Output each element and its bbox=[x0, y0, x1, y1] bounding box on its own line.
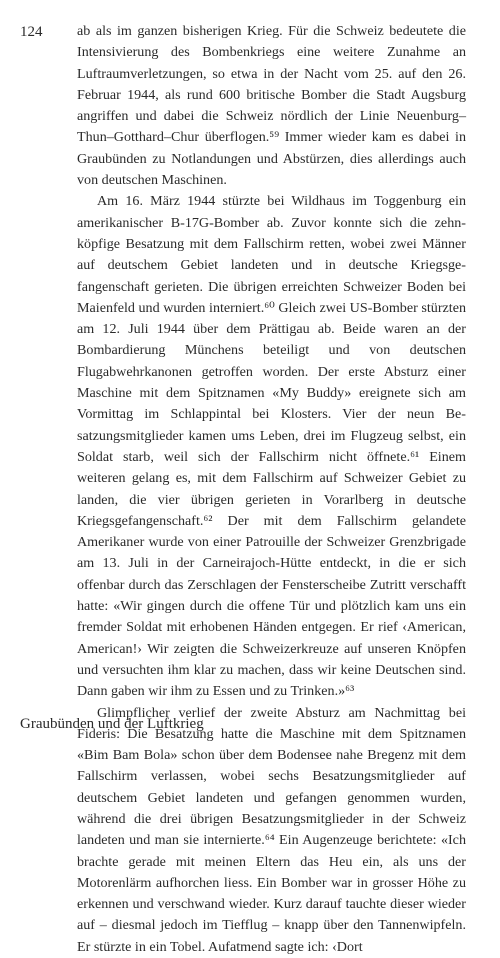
body-text bbox=[77, 21, 466, 958]
paragraph: ab als im ganzen bisherigen Krieg. Für die Schweiz bedeutete die Intensivierung des Bombenkriegs eine weitere Zunahme an Luftraumverletzungen, so etwa in der Nacht vom 25. auf den 26. Februar 1944, als rund 600 britische Bomber die Stadt Augsburg angriffen und dabei die Schweiz nördlich der Linie Neuenburg–Thun–Gotthard–Chur überflogen.⁵⁹ Immer wieder kam es dabei in Graubünden zu Notlandungen und Abstürzen, dies allerdings auch von deutschen Maschinen. bbox=[77, 21, 466, 191]
paragraph: Am 16. März 1944 stürzte bei Wildhaus im Toggenburg ein amerikanischer B-17G-Bomber ab. Zuvor konnte sich die zehnköpfige Besatzung mit dem Fallschirm retten, wobei zwei Männer auf deutschem Gebiet landeten und in deutsche Kriegsgefangenschaft gerieten. Die übrigen erreichten Schweizer Boden bei Maienfeld und wurden interniert.⁶⁰ Gleich zwei US-Bomber stürzten am 12. Juli 1944 über dem Prättigau ab. Beide waren an der Bombardierung Münchens beteiligt und von deutschen Flugabwehrkanonen getroffen worden. Der erste Absturz einer Maschine mit dem Spitznamen «My Buddy» ereignete sich am Vormittag im Schlappintal bei Klosters. Vier der neun Besatzungsmitglieder kamen ums Leben, drei im Flugzeug selbst, ein Soldat starb, weil sich der Fallschirm nicht öffnete.⁶¹ Einem weiteren gelang es, mit dem Fallschirm auf Schweizer Gebiet zu landen, die vier übrigen gerieten in Vorarlberg in deutsche Kriegsgefangenschaft.⁶² Der mit dem Fallschirm gelandete Amerikaner wurde von einer Patrouille der Schweizer Grenzbrigade am 13. Juli in der Carneirajoch-Hütte entdeckt, in die er sich offenbar durch das Zerschlagen der Fensterscheibe Zutritt verschafft hatte: «Wir gingen durch die offene Tür und plötzlich kam uns ein fremder Soldat mit erhobenen Händen entgegen. Er rief ‹American, American!› Wir zeigten die Schweizerkreuze auf unseren Knöpfen und versuchten ihm klar zu machen, dass wir keine Deutschen sind. Dann gaben wir ihm zu Essen und zu Trinken.»⁶³ bbox=[77, 191, 466, 702]
page-number: 124 bbox=[20, 21, 43, 43]
running-footer: Graubünden und der Luftkrieg bbox=[20, 714, 204, 734]
paragraph: Glimpflicher verlief der zweite Absturz am Nachmittag bei Fideris: Die Besatzung hatte die Maschine mit dem Spitznamen «Bim Bam Bola» schon über dem Bodensee nahe Bregenz mit dem Fallschirm verlassen, wobei sechs Besatzungsmitglieder auf deutschem Gebiet landeten und gefangen genommen wurden, während die drei übrigen Besatzungsmitglieder in der Schweiz landeten und man sie internierte.⁶⁴ Ein Augenzeuge berichtete: «Ich brachte gerade mit meinen Eltern das Heu ein, als uns der Motorenlärm aufhorchen liess. Ein Bomber war in grosser Höhe zu erkennen und verschwand wieder. Kurz darauf tauchte dieser wieder auf – diesmal jedoch im Tiefflug – knapp über den Tannenwipfeln. Er stürzte in ein Tobel. Aufatmend sagte ich: ‹Dort bbox=[77, 703, 466, 958]
